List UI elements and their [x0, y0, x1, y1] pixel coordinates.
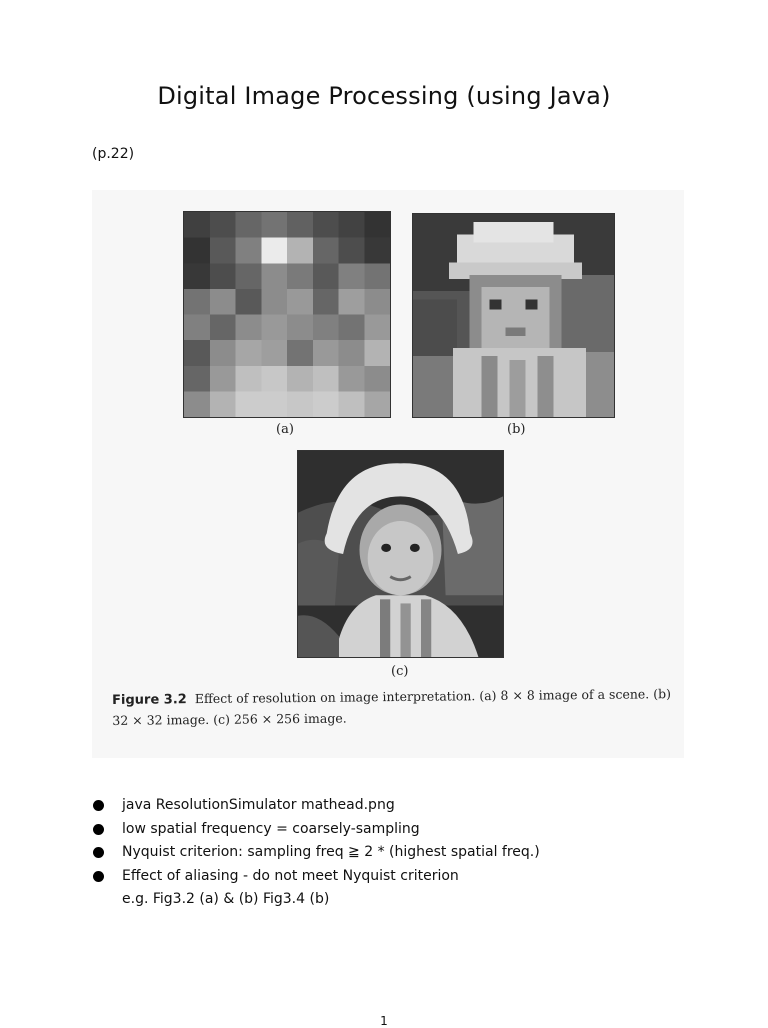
panel-b-label: (b)	[507, 422, 526, 437]
panel-a-label: (a)	[276, 422, 294, 437]
pixel-cell	[287, 366, 313, 392]
figure-scan	[92, 190, 684, 758]
list-item-text: low spatial frequency = coarsely-sampling	[122, 820, 420, 837]
list-item-text: Effect of aliasing - do not meet Nyquist criterion	[122, 867, 459, 884]
pixel-cell	[236, 212, 262, 238]
pixel-cell	[287, 212, 313, 238]
pixel-cell	[210, 212, 236, 238]
pixel-cell	[364, 212, 390, 238]
pixel-cell	[261, 238, 287, 264]
pixel-cell	[339, 340, 365, 366]
list-item	[92, 794, 692, 818]
pixel-cell	[339, 238, 365, 264]
pixel-cell	[261, 315, 287, 341]
pixel-cell	[364, 238, 390, 264]
list-item	[92, 841, 692, 865]
figure-caption	[112, 684, 682, 731]
pixel-cell	[287, 391, 313, 417]
pixel-cell	[236, 366, 262, 392]
pixel-cell	[184, 315, 210, 341]
pixel-cell	[313, 212, 339, 238]
figure-caption-text: Effect of resolution on image interpretation. (a) 8 × 8 image of a scene. (b) 32 × 32 image. (c) 256 × 256 image.	[112, 686, 672, 728]
bullet-icon	[93, 800, 104, 811]
pixel-cell	[184, 238, 210, 264]
pixel-cell	[210, 340, 236, 366]
pixel-cell	[210, 238, 236, 264]
pixel-cell	[364, 391, 390, 417]
list-item-text: Nyquist criterion: sampling freq ≧ 2 * (highest spatial freq.)	[122, 844, 540, 860]
list-item-subtext: e.g. Fig3.2 (a) & (b) Fig3.4 (b)	[122, 891, 330, 907]
pixel-cell	[339, 289, 365, 315]
pixel-cell	[210, 315, 236, 341]
pixel-cell	[339, 366, 365, 392]
pixel-cell	[339, 263, 365, 289]
pixel-cell	[236, 340, 262, 366]
pixel-cell	[313, 315, 339, 341]
pixel-cell	[236, 238, 262, 264]
pixel-cell	[261, 340, 287, 366]
pixel-cell	[287, 289, 313, 315]
pixel-cell	[261, 289, 287, 315]
pixel-cell	[313, 263, 339, 289]
figure-caption-label: Figure 3.2	[112, 692, 187, 708]
pixel-cell	[313, 366, 339, 392]
pixel-cell	[184, 289, 210, 315]
panel-c-label: (c)	[391, 664, 409, 679]
pixel-cell	[184, 340, 210, 366]
pixel-cell	[287, 238, 313, 264]
pixel-cell	[261, 366, 287, 392]
page-title: Digital Image Processing (using Java)	[157, 82, 611, 110]
pixel-cell	[313, 238, 339, 264]
pixel-cell	[364, 263, 390, 289]
pixel-cell	[236, 315, 262, 341]
pixel-cell	[313, 289, 339, 315]
pixel-cell	[339, 212, 365, 238]
bullet-icon	[93, 824, 104, 835]
pixel-cell	[261, 212, 287, 238]
pixel-cell	[287, 315, 313, 341]
list-item	[92, 818, 692, 842]
pixel-cell	[364, 366, 390, 392]
pixel-cell	[261, 263, 287, 289]
pixel-cell	[339, 391, 365, 417]
figure-panel-b-32x32	[412, 213, 615, 418]
pixel-cell	[364, 289, 390, 315]
pixel-cell	[287, 340, 313, 366]
pixel-cell	[184, 212, 210, 238]
pixel-cell	[261, 391, 287, 417]
pixel-cell	[210, 391, 236, 417]
pixel-cell	[313, 391, 339, 417]
pixel-cell	[184, 263, 210, 289]
bullet-icon	[93, 871, 104, 882]
pixel-cell	[364, 315, 390, 341]
page-number: 1	[380, 1014, 388, 1028]
bullet-list	[92, 794, 692, 912]
page-reference: (p.22)	[92, 146, 135, 162]
pixel-cell	[339, 315, 365, 341]
pixel-cell	[236, 289, 262, 315]
pixel-cell	[236, 263, 262, 289]
pixel-cell	[313, 340, 339, 366]
pixel-cell	[184, 391, 210, 417]
figure-panel-c-256x256	[297, 450, 504, 658]
pixel-cell	[210, 366, 236, 392]
list-item	[92, 865, 692, 912]
bullet-icon	[93, 847, 104, 858]
pixel-cell	[184, 366, 210, 392]
pixel-cell	[236, 391, 262, 417]
pixel-cell	[364, 340, 390, 366]
pixel-cell	[210, 263, 236, 289]
pixel-cell	[287, 263, 313, 289]
list-item-text: java ResolutionSimulator mathead.png	[122, 797, 395, 813]
pixel-cell	[210, 289, 236, 315]
figure-panel-a-8x8	[183, 211, 391, 418]
